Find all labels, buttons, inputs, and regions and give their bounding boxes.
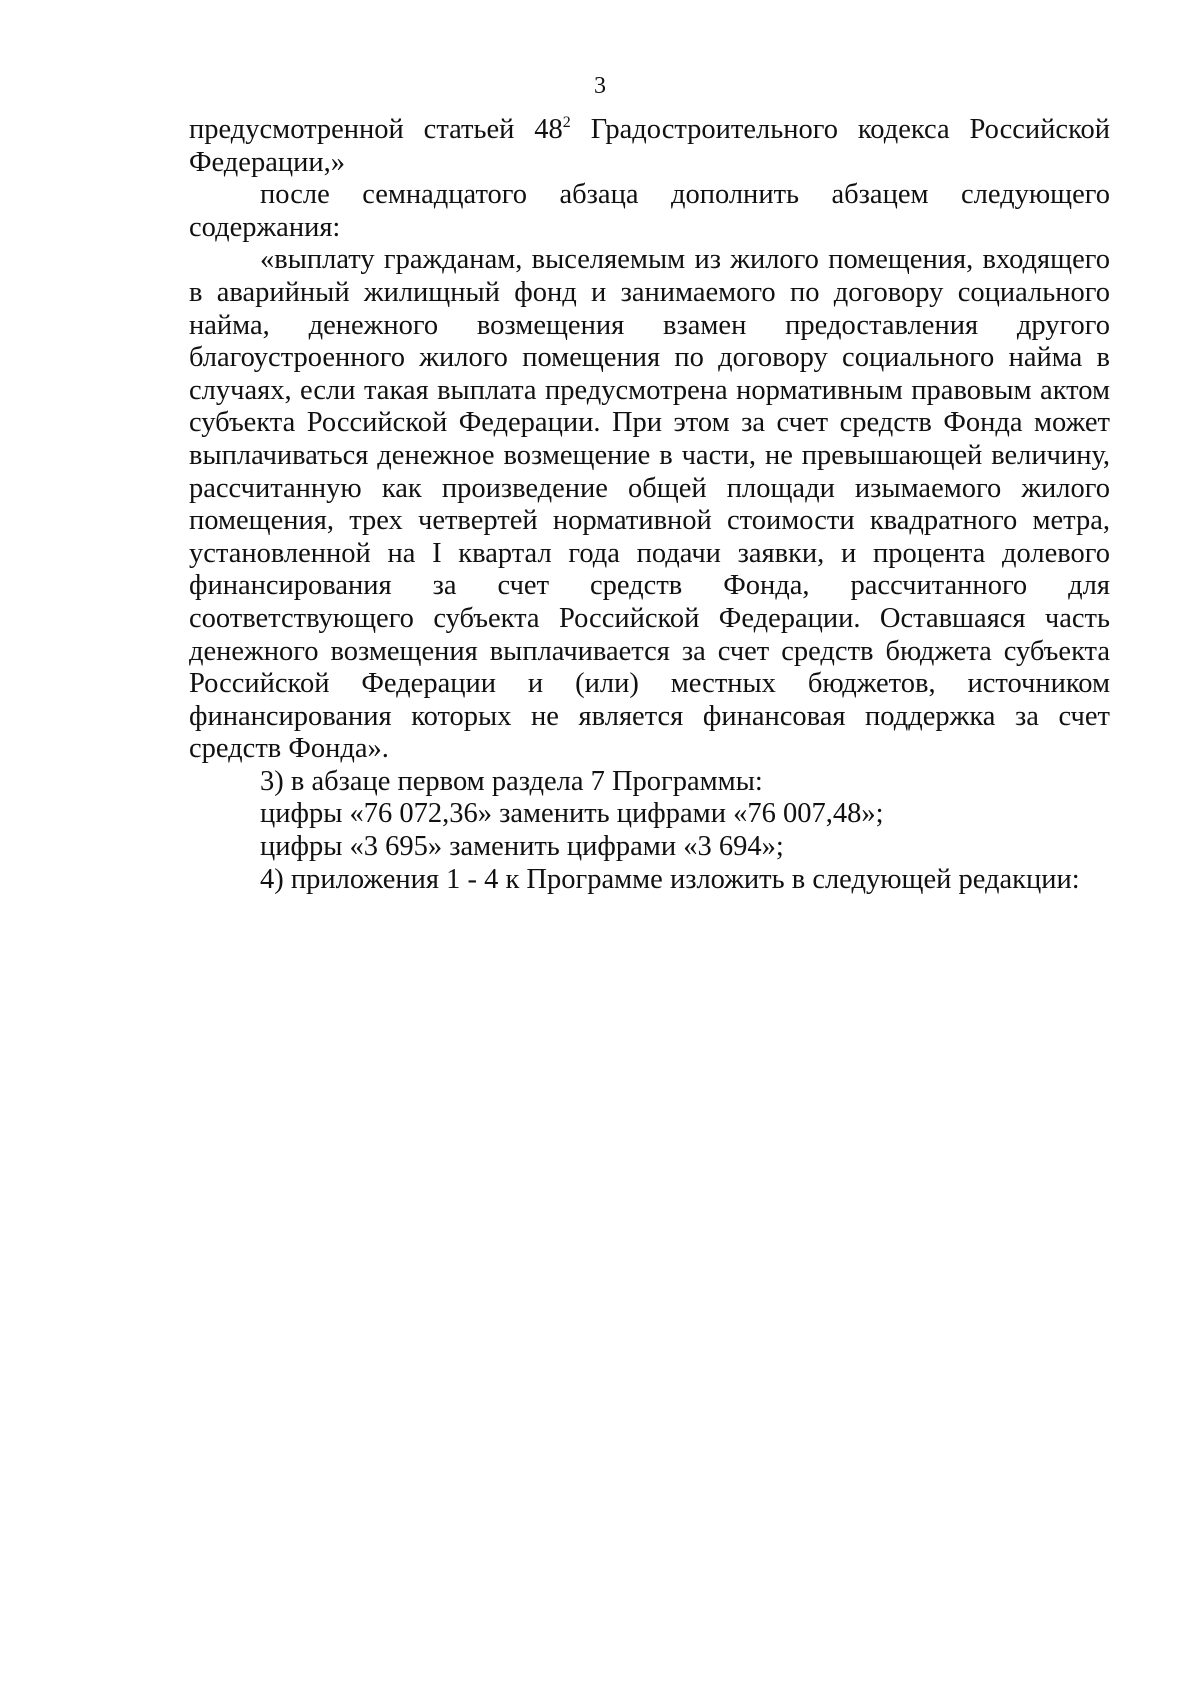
paragraph-figures-1: цифры «76 072,36» заменить цифрами «76 007,48»; bbox=[260, 798, 884, 830]
paragraph-item-3: 3) в абзаце первом раздела 7 Программы: bbox=[260, 765, 763, 797]
document-body bbox=[189, 114, 1110, 896]
paragraph-figures-2: цифры «3 695» заменить цифрами «3 694»; bbox=[260, 831, 784, 863]
paragraph-insert-instruction: после семнадцатого абзаца дополнить абзацем следующего содержания: bbox=[189, 179, 1110, 243]
paragraph-text-end: Градостроительного кодекса Российской Федерации,» bbox=[189, 114, 1110, 178]
paragraph-continuation bbox=[189, 114, 1110, 179]
page-number: 3 bbox=[594, 73, 606, 99]
paragraph-text-start: предусмотренной статьей 48 bbox=[189, 114, 563, 145]
superscript: 2 bbox=[562, 114, 571, 131]
paragraph-item-4: 4) приложения 1 - 4 к Программе изложить в следующей редакции: bbox=[260, 863, 1080, 895]
paragraph-quoted-text: «выплату гражданам, выселяемым из жилого помещения, входящего в аварийный жилищный фонд и занимаемого по договору социального найма, денежного возмещения взамен предоставления другого благоустроенного жилого помещения по договору социального найма в случаях, если такая выплата предусмотрена нормативным правовым актом субъекта Российской Федерации. При этом за счет средств Фонда может выплачиваться денежное возмещение в части, не превышающей величину, рассчитанную как произведение общей площади изымаемого жилого помещения, трех четвертей нормативной стоимости квадратного метра, установленной на I квартал года подачи заявки, и процента долевого финансирования за счет средств Фонда, рассчитанного для соответствующего субъекта Российской Федерации. Оставшаяся часть денежного возмещения выплачивается за счет средств бюджета субъекта Российской Федерации и (или) местных бюджетов, источником финансирования которых не является финансовая поддержка за счет средств Фонда». bbox=[189, 244, 1110, 765]
